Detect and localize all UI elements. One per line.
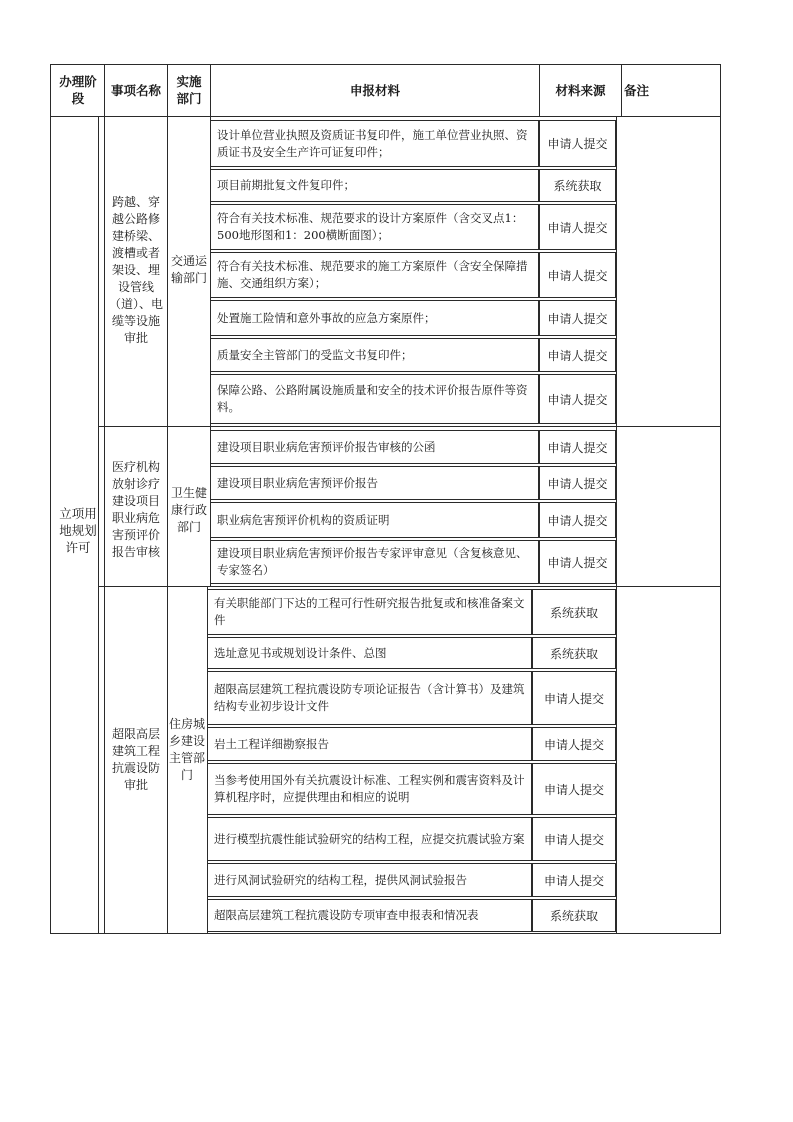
- material-value: 符合有关技术标准、规范要求的施工方案原件（含安全保障措施、交通组织方案）；: [217, 259, 528, 290]
- source-text: [540, 301, 615, 335]
- header-dept-text: 实施部门: [176, 74, 202, 106]
- material-value: 项目前期批复文件复印件；: [217, 178, 355, 192]
- group-bottom-line: [98, 426, 721, 427]
- material-text: [211, 339, 538, 371]
- material-text: [211, 541, 538, 583]
- item-cell: [108, 140, 164, 400]
- header-materials-text: 申报材料: [349, 82, 400, 98]
- source-value: 申请人提交: [547, 220, 608, 235]
- header-remarks: [624, 66, 684, 114]
- source-value: 申请人提交: [543, 873, 604, 888]
- remarks-divider: [616, 116, 617, 426]
- material-value: 岩土工程详细勘察报告: [214, 736, 329, 751]
- header-stage-text: 办理阶段: [59, 74, 97, 106]
- material-text: [211, 205, 538, 249]
- source-value: 申请人提交: [547, 476, 608, 491]
- source-value: 系统获取: [553, 179, 602, 193]
- dept-text: 卫生健康行政部门: [170, 485, 207, 534]
- material-text: [208, 900, 531, 931]
- material-value: 处置施工险情和意外事故的应急方案原件；: [217, 310, 436, 325]
- item-divider: [104, 426, 105, 586]
- material-text: [211, 121, 538, 166]
- material-text: [208, 638, 531, 668]
- remarks-divider: [616, 586, 617, 934]
- source-value: 申请人提交: [547, 137, 608, 151]
- remarks-divider: [616, 426, 617, 586]
- material-value: 进行风洞试验研究的结构工程，提供风洞试验报告: [214, 872, 467, 887]
- material-value: 职业病危害预评价机构的资质证明: [217, 512, 390, 527]
- material-value: 超限高层建筑工程抗震设防专项论证报告（含计算书）及建筑结构专业初步设计文件: [214, 682, 525, 713]
- material-text: [211, 503, 538, 537]
- source-value: 系统获取: [549, 646, 598, 661]
- source-text: [533, 638, 615, 668]
- source-value: 申请人提交: [547, 513, 608, 528]
- group-bottom-line: [98, 586, 721, 587]
- source-text: [540, 121, 615, 166]
- source-text: [533, 900, 615, 931]
- col-divider: [167, 64, 168, 116]
- source-text: [540, 431, 615, 463]
- material-text: [211, 375, 538, 423]
- material-text: [208, 818, 531, 860]
- header-divider: [50, 116, 721, 117]
- material-text: [208, 590, 531, 634]
- source-text: [533, 864, 615, 896]
- dept-text: 住房城乡建设主管部门: [169, 717, 206, 782]
- source-value: 申请人提交: [547, 440, 608, 455]
- source-text: [540, 375, 615, 423]
- dept-text: 交通运输部门: [170, 254, 207, 285]
- source-value: 申请人提交: [547, 268, 608, 283]
- material-text: [208, 672, 531, 724]
- material-text: [211, 253, 538, 297]
- material-value: 保障公路、公路附属设施质量和安全的技术评价报告原件等资料。: [217, 383, 528, 414]
- header-dept: [173, 66, 205, 114]
- material-text: [211, 301, 538, 335]
- item-text: 超限高层建筑工程抗震设防审批: [111, 727, 160, 792]
- source-value: 申请人提交: [543, 691, 604, 706]
- stage-text: 立项用地规划许可: [59, 505, 97, 555]
- header-source: [540, 66, 621, 114]
- dept-divider: [167, 586, 168, 934]
- source-value: 系统获取: [549, 909, 598, 923]
- header-stage: [58, 66, 98, 114]
- source-text: [540, 541, 615, 583]
- material-value: 建设项目职业病危害预评价报告审核的公函: [217, 439, 436, 454]
- source-value: 申请人提交: [543, 832, 604, 847]
- source-value: 申请人提交: [547, 392, 608, 407]
- stage-divider: [98, 116, 99, 934]
- header-materials: [211, 66, 539, 114]
- source-text: [533, 590, 615, 634]
- header-source-text: 材料来源: [555, 82, 606, 98]
- source-value: 申请人提交: [543, 737, 604, 752]
- material-value: 超限高层建筑工程抗震设防专项审查申报表和情况表: [214, 908, 479, 922]
- material-value: 符合有关技术标准、规范要求的设计方案原件（含交叉点1：500地形图和1：200横断面图）；: [217, 211, 524, 242]
- item-text: 医疗机构放射诊疗建设项目职业病危害预评价报告审核: [111, 460, 160, 559]
- dept-divider: [167, 116, 168, 426]
- col-divider: [621, 64, 622, 116]
- source-text: [533, 728, 615, 760]
- material-value: 设计单位营业执照及资质证书复印件，施工单位营业执照、资质证书及安全生产许可证复印件；: [217, 127, 528, 159]
- material-value: 当参考使用国外有关抗震设计标准、工程实例和震害资料及计算机程序时，应提供理由和相应的说明: [214, 773, 525, 804]
- material-value: 质量安全主管部门的受监文书复印件；: [217, 347, 413, 362]
- item-divider: [104, 586, 105, 934]
- material-value: 建设项目职业病危害预评价报告专家评审意见（含复核意见、专家签名）: [217, 546, 528, 577]
- source-text: [533, 818, 615, 860]
- item-cell: [108, 700, 164, 820]
- material-value: 建设项目职业病危害预评价报告: [217, 475, 378, 490]
- dept-cell: [170, 470, 208, 550]
- material-value: 进行模型抗震性能试验研究的结构工程，应提交抗震试验方案: [214, 831, 525, 846]
- source-text: [540, 339, 615, 371]
- material-value: 选址意见书或规划设计条件、总图: [214, 645, 387, 660]
- item-text: 跨越、穿越公路修建桥梁、渡槽或者架设、埋设管线（道）、电缆等设施审批: [108, 194, 163, 345]
- item-cell: [108, 440, 164, 580]
- source-text: [540, 253, 615, 297]
- material-value: 有关职能部门下达的工程可行性研究报告批复或和核准备案文件: [214, 596, 525, 627]
- dept-divider: [167, 426, 168, 586]
- source-text: [540, 205, 615, 249]
- header-item-text: 事项名称: [110, 82, 161, 98]
- item-divider: [104, 116, 105, 426]
- source-value: 申请人提交: [547, 348, 608, 363]
- dept-cell: [169, 700, 205, 800]
- material-text: [208, 864, 531, 896]
- source-value: 申请人提交: [547, 311, 608, 326]
- source-text: [533, 764, 615, 814]
- header-remarks-text: 备注: [624, 82, 650, 98]
- material-text: [208, 764, 531, 814]
- material-text: [211, 170, 538, 201]
- dept-cell: [170, 240, 208, 300]
- header-item: [105, 66, 167, 114]
- material-text: [208, 728, 531, 760]
- material-text: [211, 431, 538, 463]
- source-text: [540, 467, 615, 499]
- source-text: [540, 170, 615, 201]
- material-text: [211, 467, 538, 499]
- source-value: 系统获取: [549, 605, 598, 620]
- source-text: [540, 503, 615, 537]
- source-text: [533, 672, 615, 724]
- stage-cell: [58, 470, 98, 590]
- source-value: 申请人提交: [543, 782, 604, 797]
- source-value: 申请人提交: [547, 555, 608, 570]
